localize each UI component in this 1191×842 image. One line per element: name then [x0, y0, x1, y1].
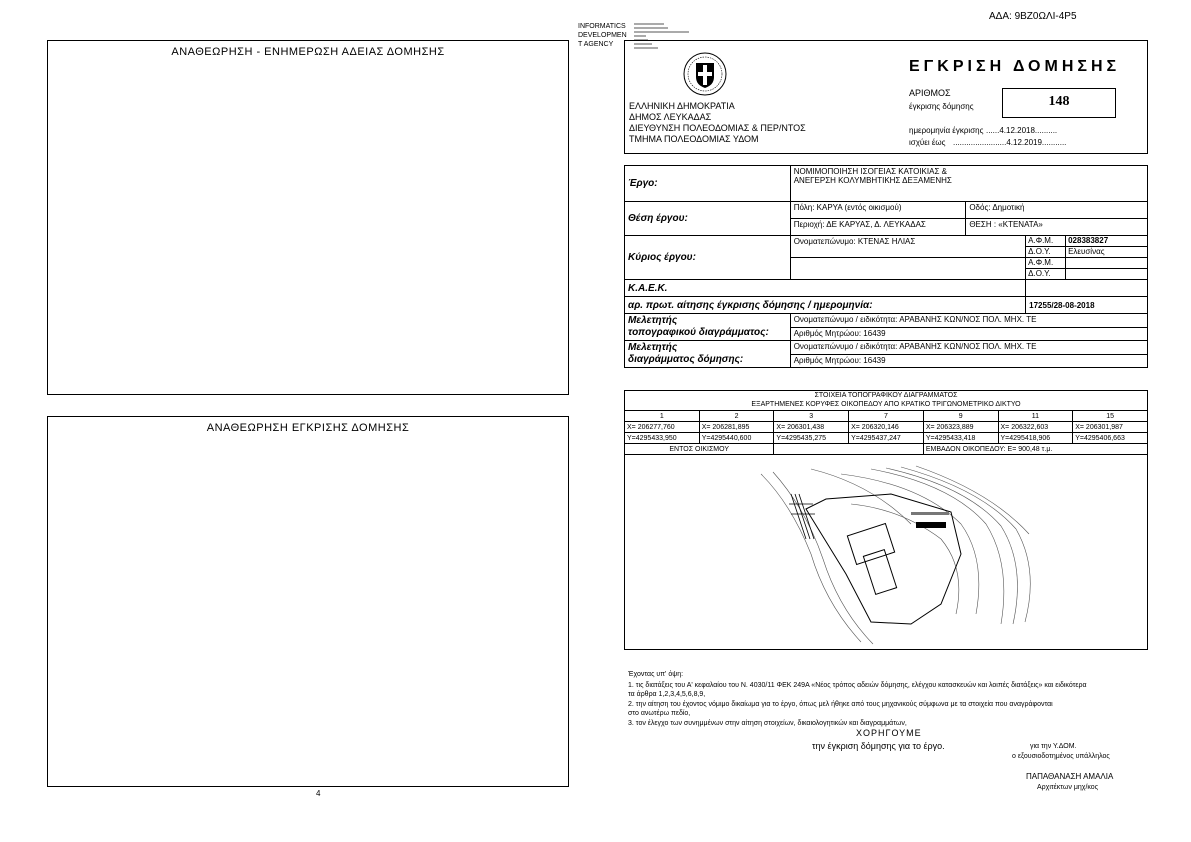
signer-name: ΠΑΠΑΘΑΝΑΣΗ ΑΜΑΛΙΑ — [1026, 772, 1114, 781]
build-engineer-label — [625, 341, 791, 368]
approval-number: 148 — [1048, 94, 1070, 109]
city-cell: Πόλη: ΚΑΡΥΑ (εντός οικισμού) — [790, 202, 966, 219]
project-value-line: ΑΝΕΓΕΡΣΗ ΚΟΛΥΜΒΗΤΙΚΗΣ ΔΕΞΑΜΕΝΗΣ — [793, 176, 952, 185]
doy-label: Δ.Ο.Υ. — [1026, 247, 1066, 258]
afm-label: Α.Φ.Μ. — [1026, 236, 1066, 247]
y-coord: Υ=4295435,275 — [774, 433, 849, 444]
project-label: Έργο: — [625, 166, 791, 202]
vertex-number: 1 — [625, 411, 700, 422]
number-sub-label: έγκρισης δόμησης — [909, 102, 974, 111]
zone-cell: ΕΝΤΟΣ ΟΙΚΙΣΜΟΥ — [625, 444, 774, 455]
position-cell: ΘΕΣΗ : «ΚΤΕΝΑΤΑ» — [966, 219, 1148, 236]
topo-engineer-reg: Αριθμός Μητρώου: 16439 — [790, 327, 1147, 341]
project-value — [790, 166, 1147, 202]
agency-line: T AGENCY — [578, 41, 614, 48]
approval-date-label: ημερομηνία έγκρισης — [909, 126, 984, 135]
location-label: Θέση έργου: — [625, 202, 791, 236]
approval-title: ΕΓΚΡΙΣΗ ΔΟΜΗΣΗΣ — [909, 58, 1121, 75]
doy-value-2 — [1066, 269, 1148, 280]
x-coord: Χ= 206281,895 — [699, 422, 774, 433]
issuer-line: ΔΗΜΟΣ ΛΕΥΚΑΔΑΣ — [629, 112, 712, 122]
afm-value: 028383827 — [1066, 236, 1148, 247]
revision-update-box — [47, 40, 569, 395]
issuer-line: ΤΜΗΜΑ ΠΟΛΕΟΔΟΜΙΑΣ ΥΔΟΜ — [629, 134, 759, 144]
agency-line: INFORMATICS — [578, 23, 626, 30]
issuer-block — [629, 101, 806, 145]
topographic-box — [624, 390, 1148, 650]
vertex-number: 3 — [774, 411, 849, 422]
number-box — [1002, 88, 1116, 118]
topo-label-line: τοπογραφικού διαγράμματος: — [628, 327, 769, 338]
note-2: 2. την αίτηση του έχοντος νόμιμο δικαίωμα για το έργο, όπως μελ ήθηκε από τους μηχανικούς σύμφωνα με τα στοιχεία που αναγράφονται — [628, 701, 1053, 708]
coords-title-2: ΕΞΑΡΤΗΜΕΝΕΣ ΚΟΡΥΦΕΣ ΟΙΚΟΠΕΔΟΥ ΑΠΟ ΚΡΑΤΙΚΟ ΤΡΙΓΩΝΟΜΕΤΡΙΚΟ ΔΙΚΤΥΟ — [751, 401, 1021, 408]
build-label-line: Μελετητής — [628, 342, 678, 353]
x-coord: Χ= 206320,146 — [849, 422, 924, 433]
issuer-line: ΔΙΕΥΘΥΝΣΗ ΠΟΛΕΟΔΟΜΙΑΣ & ΠΕΡ/ΝΤΟΣ — [629, 123, 806, 133]
sign-authority: για την Υ.ΔΟΜ. — [1030, 743, 1077, 750]
y-coord: Υ=4295440,600 — [699, 433, 774, 444]
project-info-table — [624, 165, 1148, 368]
owner-name-2 — [790, 258, 1025, 280]
vertex-number: 15 — [1073, 411, 1148, 422]
x-coord: Χ= 206301,438 — [774, 422, 849, 433]
y-coord: Υ=4295433,950 — [625, 433, 700, 444]
y-coord: Υ=4295433,418 — [923, 433, 998, 444]
note-2-cont: στο ανωτέρω πεδίο, — [628, 710, 691, 717]
grant-heading: ΧΟΡΗΓΟΥΜΕ — [856, 728, 922, 738]
revision-update-title: ΑΝΑΘΕΩΡΗΣΗ - ΕΝΗΜΕΡΩΣΗ ΑΔΕΙΑΣ ΔΟΜΗΣΗΣ — [171, 46, 445, 58]
topo-engineer-name: Ονοματεπώνυμο / ειδικότητα: ΑΡΑΒΑΝΗΣ ΚΩΝ/ΝΟΣ ΠΟΛ. ΜΗΧ. ΤΕ — [790, 314, 1147, 328]
page-number: 4 — [316, 789, 321, 798]
y-coord: Υ=4295406,663 — [1073, 433, 1148, 444]
build-engineer-name: Ονοματεπώνυμο / ειδικότητα: ΑΡΑΒΑΝΗΣ ΚΩΝ/ΝΟΣ ΠΟΛ. ΜΗΧ. ΤΕ — [790, 341, 1147, 355]
kaek-label: Κ.Α.Ε.Κ. — [625, 280, 1026, 297]
coords-title-1: ΣΤΟΙΧΕΙΑ ΤΟΠΟΓΡΑΦΙΚΟΥ ΔΙΑΓΡΑΜΜΑΤΟΣ — [814, 392, 958, 399]
vertex-number: 9 — [923, 411, 998, 422]
y-coord: Υ=4295418,906 — [998, 433, 1073, 444]
topo-label-line: Μελετητής — [628, 315, 678, 326]
grant-subtext: την έγκριση δόμησης για το έργο. — [812, 741, 945, 751]
build-label-line: διαγράμματος δόμησης: — [628, 354, 744, 365]
protocol-label: αρ. πρωτ. αίτησης έγκρισης δόμησης / ημερομηνία: — [625, 297, 1026, 314]
vertex-number: 11 — [998, 411, 1073, 422]
site-plan-drawing — [751, 464, 1041, 649]
protocol-value: 17255/28-08-2018 — [1026, 297, 1148, 314]
signer-role: Αρχιτέκτων μηχ/κος — [1037, 784, 1099, 791]
project-value-line: ΝΟΜΙΜΟΠΟΙΗΣΗ ΙΣΟΓΕΙΑΣ ΚΑΤΟΙΚΙΑΣ & — [793, 167, 947, 176]
note-1-cont: τα άρθρα 1,2,3,4,5,6,8,9, — [628, 691, 706, 698]
x-coord: Χ= 206323,889 — [923, 422, 998, 433]
agency-label — [578, 22, 627, 49]
note-1: 1. τις διατάξεις του Α' κεφαλαίου του Ν. 4030/11 ΦΕΚ 249Α «Νέος τρόπος αδειών δόμησης, ελέγχου κατασκευών και λοιπές διατάξεις» και ειδικότερα — [628, 682, 1087, 689]
zone-empty — [774, 444, 923, 455]
afm-value-2 — [1066, 258, 1148, 269]
owner-name: Ονοματεπώνυμο: ΚΤΕΝΑΣ ΗΛΙΑΣ — [790, 236, 1025, 258]
x-coord: Χ= 206301,987 — [1073, 422, 1148, 433]
notes-intro: Έχοντας υπ' όψη: — [628, 671, 684, 678]
approval-header — [624, 40, 1148, 154]
revision-approval-title: ΑΝΑΘΕΩΡΗΣΗ ΕΓΚΡΙΣΗΣ ΔΟΜΗΣΗΣ — [206, 422, 410, 434]
plot-area: ΕΜΒΑΔΟΝ ΟΙΚΟΠΕΔΟΥ: Ε= 900,48 τ.μ. — [923, 444, 1147, 455]
greek-emblem-icon — [682, 51, 728, 97]
area-cell: Περιοχή: ΔΕ ΚΑΡΥΑΣ, Δ. ΛΕΥΚΑΔΑΣ — [790, 219, 966, 236]
ada-code: ΑΔΑ: 9ΒΖ0ΩΛΙ-4Ρ5 — [989, 11, 1077, 22]
sign-authorized: ο εξουσιοδοτημένος υπάλληλος — [1012, 753, 1110, 760]
issuer-line: ΕΛΛΗΝΙΚΗ ΔΗΜΟΚΡΑΤΙΑ — [629, 101, 735, 111]
note-3: 3. τον έλεγχο των συνημμένων στην αίτηση στοιχείων, δικαιολογητικών και διαγραμμάτων, — [628, 720, 907, 727]
valid-until-date: ........................4.12.2019........... — [953, 138, 1067, 147]
x-coord: Χ= 206277,760 — [625, 422, 700, 433]
coords-table — [624, 410, 1148, 455]
valid-until-label: ισχύει έως — [909, 138, 946, 147]
doy-label-2: Δ.Ο.Υ. — [1026, 269, 1066, 280]
number-label: ΑΡΙΘΜΟΣ — [909, 88, 951, 98]
kaek-value — [1026, 280, 1148, 297]
street-cell: Οδός: Δημοτική — [966, 202, 1148, 219]
x-coord: Χ= 206322,603 — [998, 422, 1073, 433]
y-coord: Υ=4295437,247 — [849, 433, 924, 444]
revision-approval-box — [47, 416, 569, 787]
afm-label-2: Α.Φ.Μ. — [1026, 258, 1066, 269]
owner-label: Κύριος έργου: — [625, 236, 791, 280]
doy-value: Ελευσίνας — [1066, 247, 1148, 258]
topo-engineer-label — [625, 314, 791, 341]
build-engineer-reg: Αριθμός Μητρώου: 16439 — [790, 354, 1147, 368]
vertex-number: 2 — [699, 411, 774, 422]
approval-date: ......4.12.2018.......... — [986, 126, 1058, 135]
agency-line: DEVELOPMEN — [578, 32, 627, 39]
vertex-number: 7 — [849, 411, 924, 422]
